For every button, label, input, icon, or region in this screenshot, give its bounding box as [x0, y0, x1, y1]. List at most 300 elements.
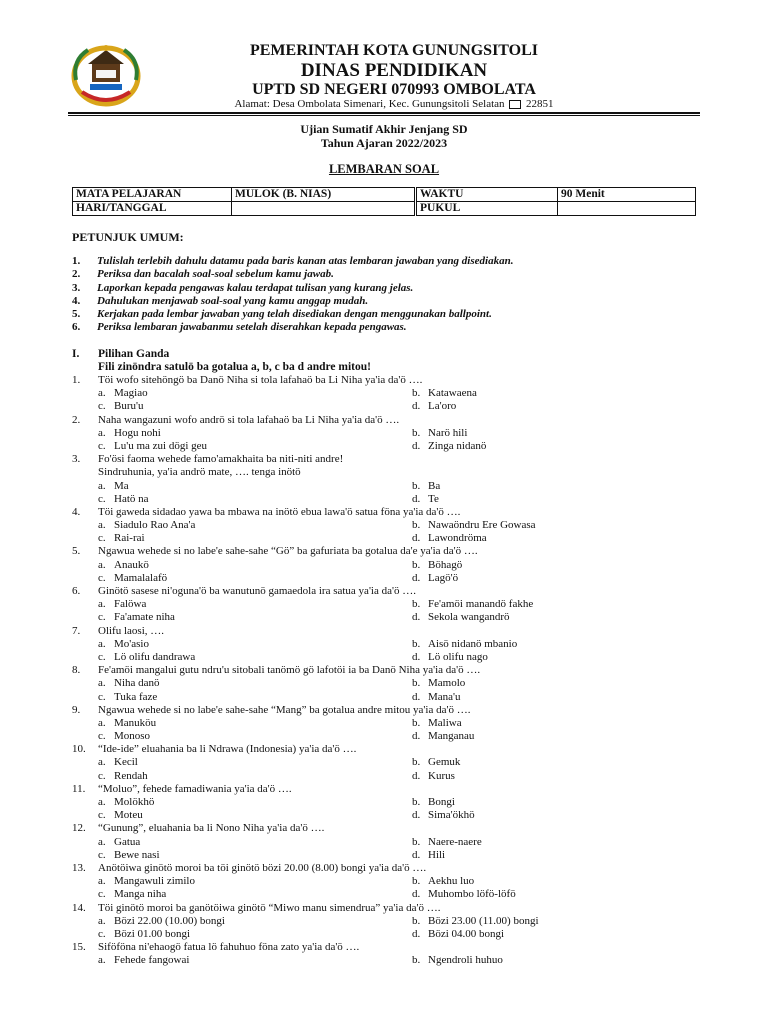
option-row	[72, 809, 480, 822]
question-text: Ginötö sasese ni'oguna'ö ba wanutunö gamaedola ira satua ya'ia da'ö ….	[98, 585, 416, 597]
option-letter: a.	[98, 796, 106, 808]
option-text: Bözi 23.00 (11.00) bongi	[428, 914, 539, 927]
question-item	[72, 664, 480, 704]
answer-option	[412, 598, 533, 611]
question-line	[72, 862, 480, 875]
option-text: Molökhö	[114, 796, 155, 808]
option-text: Bongi	[428, 796, 455, 808]
option-letter: c.	[98, 532, 106, 545]
instruction-item	[72, 295, 513, 308]
question-item	[72, 901, 539, 942]
answer-option	[412, 756, 460, 769]
option-letter: b.	[412, 479, 421, 492]
option-letter: b.	[412, 598, 421, 611]
question-number: 6.	[72, 585, 81, 597]
question-number: 13.	[72, 861, 86, 874]
option-letter: b.	[412, 835, 421, 848]
option-text: Mamalalafö	[114, 571, 168, 584]
question-item	[72, 704, 480, 744]
question-item	[72, 585, 534, 625]
option-text: Magiao	[114, 387, 148, 400]
answer-option	[412, 638, 517, 651]
answer-option	[98, 756, 138, 769]
option-text: Fe'amöi manandö fakhe	[428, 598, 534, 611]
option-letter: a.	[98, 479, 106, 492]
time-info-table	[416, 187, 696, 216]
option-row	[72, 611, 510, 624]
option-row	[72, 927, 505, 941]
option-letter: d.	[412, 809, 421, 822]
question-item	[72, 861, 516, 902]
option-letter: d.	[412, 690, 421, 703]
answer-option	[412, 572, 458, 585]
instruction-item	[72, 321, 513, 334]
option-row	[72, 796, 480, 809]
section-instruction: Fili zinöndra satulö ba gotalua a, b, c ba d andre mitou!	[98, 361, 371, 373]
answer-option	[98, 888, 166, 901]
option-text: Mamolo	[428, 677, 466, 690]
option-row	[72, 572, 480, 585]
answer-option	[412, 691, 461, 704]
answer-option	[412, 532, 487, 545]
option-row	[72, 532, 487, 545]
option-text: Kurus	[428, 769, 455, 782]
option-text: Fa'amate niha	[114, 611, 175, 624]
option-letter: a.	[98, 875, 106, 888]
option-letter: c.	[98, 769, 106, 782]
sheet-title: LEMBARAN SOAL	[328, 162, 440, 176]
question-text: “Gunung”, eluahania ba li Nono Niha ya'ia da'ö ….	[98, 822, 325, 835]
option-text: Niha danö	[114, 677, 160, 690]
option-letter: d.	[412, 650, 421, 663]
option-letter: c.	[98, 611, 106, 624]
answer-option	[98, 532, 145, 545]
answer-option	[98, 717, 156, 730]
question-text: Anötöiwa ginötö moroi ba töi ginötö bözi 20.00 (8.00) bongi ya'ia da'ö ….	[98, 861, 427, 874]
question-text: Fe'amöi mangalui gutu ndru'u sitobali tanömö gö lafotöi ia ba Danö Niha ya'ia da'ö ….	[98, 664, 481, 677]
time-value: 90 Menit	[558, 188, 696, 202]
option-letter: a.	[98, 519, 106, 532]
question-line	[72, 941, 480, 954]
answer-option	[412, 954, 503, 967]
option-letter: d.	[412, 400, 421, 413]
question-text: Olifu laosi, ….	[98, 624, 164, 637]
answer-option	[412, 493, 439, 506]
option-text: Böhagö	[428, 558, 463, 571]
option-text: Aekhu luo	[428, 875, 475, 888]
option-text: Hogu nohi	[114, 426, 161, 439]
department-name: DINAS PENDIDIKAN	[300, 60, 488, 81]
question-item	[72, 941, 503, 967]
option-text: Monoso	[114, 730, 151, 743]
option-row	[72, 875, 480, 888]
option-letter: b.	[412, 875, 421, 888]
option-letter: c.	[98, 439, 106, 452]
question-item	[72, 374, 480, 414]
question-number: 12.	[72, 822, 86, 835]
answer-option	[412, 611, 510, 624]
question-line	[72, 902, 480, 915]
question-text: Sindruhunia, ya'ia andrö mate, …. tenga inötö	[98, 466, 301, 479]
question-number: 2.	[72, 413, 81, 426]
answer-option	[412, 440, 486, 453]
government-name: PEMERINTAH KOTA GUNUNGSITOLI	[249, 42, 539, 59]
answer-option	[98, 493, 149, 506]
answer-option	[412, 849, 445, 862]
option-letter: d.	[412, 571, 421, 584]
answer-option	[412, 651, 488, 664]
option-text: Hatö na	[114, 492, 149, 505]
option-letter: b.	[412, 558, 421, 571]
answer-option	[98, 796, 154, 809]
answer-option	[412, 809, 475, 822]
option-text: Aisö nidanö mbanio	[428, 637, 518, 650]
option-text: Lagö'ö	[428, 571, 459, 584]
option-text: Tuka faze	[114, 690, 158, 703]
instruction-text: Tulislah terlebih dahulu datamu pada baris kanan atas lembaran jawaban yang disediakan.	[97, 255, 514, 267]
option-row	[72, 914, 539, 928]
option-text: Bözi 04.00 bongi	[428, 927, 505, 940]
header-divider	[68, 112, 700, 114]
option-text: Katawaena	[428, 387, 477, 400]
option-letter: b.	[412, 677, 421, 690]
option-text: Bözi 01.00 bongi	[114, 927, 191, 940]
question-number: 4.	[72, 505, 81, 518]
question-text: Naha wangazuni wofo andrö si tola lafahaö ba Li Niha ya'ia da'ö ….	[98, 413, 400, 426]
answer-option	[98, 598, 146, 611]
hour-value	[558, 202, 696, 216]
option-text: Ma	[114, 479, 129, 492]
instructions-list	[72, 255, 513, 335]
option-letter: a.	[98, 637, 106, 650]
option-text: Maliwa	[428, 716, 462, 729]
option-text: Sima'ökhö	[428, 809, 475, 822]
option-letter: a.	[98, 677, 106, 690]
option-row	[72, 677, 480, 690]
option-letter: b.	[412, 519, 421, 532]
option-row	[72, 519, 536, 532]
option-letter: c.	[98, 400, 106, 413]
answer-option	[98, 875, 195, 888]
option-letter: d.	[412, 611, 421, 624]
option-text: Lu'u ma zui dögi geu	[114, 439, 208, 452]
option-text: La'oro	[428, 400, 457, 413]
option-row	[72, 637, 518, 651]
date-value	[232, 202, 415, 216]
answer-option	[412, 915, 539, 928]
answer-option	[412, 559, 462, 572]
answer-option	[98, 519, 195, 532]
question-number: 11.	[72, 782, 86, 795]
question-line	[72, 414, 480, 427]
answer-option	[98, 387, 148, 400]
instruction-text: Periksa dan bacalah soal-soal sebelum kamu jawab.	[97, 268, 334, 281]
question-line	[72, 704, 480, 717]
answer-option	[98, 691, 157, 704]
question-item	[72, 783, 480, 823]
option-letter: c.	[98, 571, 106, 584]
answer-option	[412, 888, 516, 901]
question-number: 7.	[72, 624, 81, 637]
question-item	[72, 545, 480, 585]
option-text: Narö hili	[428, 426, 468, 439]
option-letter: a.	[98, 598, 106, 611]
answer-option	[98, 638, 149, 651]
option-letter: d.	[412, 927, 421, 940]
option-row	[72, 400, 480, 413]
option-text: Gemuk	[428, 756, 461, 769]
answer-option	[412, 796, 455, 809]
answer-option	[98, 400, 143, 413]
option-letter: a.	[98, 835, 106, 848]
instruction-item	[72, 282, 513, 295]
question-number: 10.	[72, 743, 86, 756]
option-letter: b.	[412, 637, 421, 650]
option-text: Fehede fangowai	[114, 954, 190, 967]
instruction-text: Periksa lembaran jawabanmu setelah diserahkan kepada pengawas.	[97, 321, 407, 334]
question-text: Siföföna ni'ehaogö fatua lö fahuhuo föna zato ya'ia da'ö ….	[98, 941, 360, 954]
question-item	[72, 453, 480, 506]
option-letter: a.	[98, 387, 106, 400]
question-text: Ngawua wehede si no labe'e sahe-sahe “Gö” ba gafuriata ba gotalua da'e ya'ia da'ö ….	[98, 545, 478, 558]
option-row	[72, 717, 480, 730]
option-letter: b.	[412, 914, 421, 927]
option-row	[72, 559, 480, 572]
option-text: Moteu	[114, 809, 143, 822]
question-line	[72, 625, 480, 638]
option-text: Siadulo Rao Ana'a	[114, 519, 196, 532]
question-text: Fo'ösi faoma wehede famo'amakhaita ba niti-niti andre!	[98, 453, 344, 466]
answer-option	[412, 519, 536, 532]
option-letter: b.	[412, 426, 421, 439]
option-letter: a.	[98, 914, 106, 927]
answer-option	[98, 915, 225, 928]
option-letter: c.	[98, 492, 106, 505]
option-text: Naere-naere	[428, 835, 482, 848]
instruction-number: 2.	[72, 268, 81, 281]
option-letter: c.	[98, 650, 106, 663]
answer-option	[98, 427, 161, 440]
question-item	[72, 505, 536, 546]
option-row	[72, 770, 480, 783]
option-letter: a.	[98, 558, 106, 571]
answer-option	[98, 954, 189, 967]
question-text: Töi wofo sitehöngö ba Danö Niha si tola lafahaö ba Li Niha ya'ia da'ö ….	[98, 374, 423, 386]
instruction-number: 4.	[72, 294, 81, 307]
question-line	[72, 783, 480, 796]
question-list	[72, 374, 539, 967]
option-text: Anaukö	[114, 558, 149, 571]
option-text: Lö olifu nago	[428, 650, 488, 663]
academic-year: Tahun Ajaran 2022/2023	[320, 136, 448, 150]
answer-option	[412, 677, 465, 690]
answer-option	[98, 928, 190, 941]
option-text: Bewe nasi	[114, 848, 160, 861]
question-line	[72, 664, 480, 677]
option-letter: d.	[412, 532, 421, 545]
option-letter: a.	[98, 426, 106, 439]
subject-label: MATA PELAJARAN	[73, 188, 232, 202]
option-text: Mangawuli zimilo	[114, 875, 195, 888]
date-label: HARI/TANGGAL	[73, 202, 232, 216]
question-line	[72, 466, 480, 479]
answer-option	[412, 717, 462, 730]
instructions-heading: PETUNJUK UMUM:	[72, 230, 184, 244]
option-letter: c.	[98, 809, 106, 822]
option-letter: b.	[412, 954, 421, 967]
instruction-text: Dahulukan menjawab soal-soal yang kamu anggap mudah.	[97, 294, 369, 307]
question-line	[72, 453, 480, 466]
option-letter: c.	[98, 730, 106, 743]
option-letter: b.	[412, 796, 421, 808]
option-text: Lawondröma	[428, 532, 487, 545]
answer-option	[98, 572, 167, 585]
option-letter: d.	[412, 492, 421, 505]
option-text: Gatua	[114, 835, 141, 848]
answer-option	[98, 770, 148, 783]
header-divider-thin	[68, 115, 700, 116]
option-row	[72, 954, 503, 967]
option-row	[72, 836, 480, 849]
option-letter: d.	[412, 730, 421, 743]
answer-option	[412, 730, 474, 743]
option-letter: d.	[412, 439, 421, 452]
option-text: Rai-rai	[114, 532, 145, 545]
answer-option	[412, 427, 467, 440]
option-letter: d.	[412, 848, 421, 861]
mail-icon	[509, 100, 521, 109]
option-letter: b.	[412, 387, 421, 400]
option-row	[72, 756, 480, 769]
instruction-number: 6.	[72, 321, 81, 334]
option-row	[72, 427, 480, 440]
time-label: WAKTU	[417, 188, 558, 202]
option-row	[72, 480, 480, 493]
instruction-number: 1.	[72, 255, 81, 267]
question-item	[72, 822, 480, 862]
answer-option	[98, 651, 195, 664]
option-text: Bözi 22.00 (10.00) bongi	[114, 914, 225, 927]
instruction-text: Kerjakan pada lembar jawaban yang telah disediakan dengan menggunakan ballpoint.	[97, 308, 492, 321]
option-text: Rendah	[114, 769, 148, 782]
option-text: Te	[428, 492, 439, 505]
option-row	[72, 387, 480, 400]
answer-option	[98, 559, 149, 572]
answer-option	[98, 480, 129, 493]
option-text: Ba	[428, 479, 441, 492]
option-row	[72, 730, 480, 743]
option-letter: c.	[98, 690, 106, 703]
option-row	[72, 439, 487, 453]
option-row	[72, 598, 534, 611]
option-text: Sekola wangandrö	[428, 611, 510, 624]
option-letter: a.	[98, 716, 106, 729]
question-text: “Moluo”, fehede famadiwania ya'ia da'ö ….	[98, 782, 292, 795]
subject-value: MULOK (B. NIAS)	[232, 188, 415, 202]
option-text: Zinga nidanö	[428, 439, 487, 452]
answer-option	[412, 928, 504, 941]
option-letter: b.	[412, 756, 421, 769]
question-text: Töi gaweda sidadao yawa ba mbawa na inötö ebua lawa'ö satua föna ya'ia da'ö ….	[98, 505, 461, 518]
answer-option	[412, 875, 474, 888]
option-letter: d.	[412, 769, 421, 782]
question-line	[72, 743, 480, 756]
option-letter: d.	[412, 888, 421, 901]
option-letter: c.	[98, 888, 106, 901]
answer-option	[98, 836, 140, 849]
question-text: “Ide-ide” eluahania ba li Ndrawa (Indonesia) ya'ia da'ö ….	[98, 743, 357, 756]
question-number: 14.	[72, 901, 86, 914]
instruction-number: 3.	[72, 281, 81, 294]
question-number: 5.	[72, 545, 81, 558]
question-item	[72, 624, 518, 665]
question-number: 1.	[72, 374, 81, 386]
subject-info-table	[72, 187, 415, 216]
option-row	[72, 849, 480, 862]
answer-option	[98, 809, 143, 822]
option-text: Nawaöndru Ere Gowasa	[428, 519, 536, 532]
answer-option	[98, 677, 160, 690]
answer-option	[98, 849, 160, 862]
school-name: UPTD SD NEGERI 070993 OMBOLATA	[252, 81, 536, 98]
option-text: Manga niha	[114, 888, 167, 901]
option-text: Lö olifu dandrawa	[114, 650, 196, 663]
question-item	[72, 413, 487, 454]
answer-option	[98, 611, 175, 624]
option-letter: a.	[98, 954, 106, 967]
option-row	[72, 493, 480, 506]
option-letter: c.	[98, 848, 106, 861]
section-heading: I. Pilihan Ganda	[72, 348, 170, 360]
question-number: 15.	[72, 941, 86, 954]
instruction-text: Laporkan kepada pengawas kalau terdapat tulisan yang kurang jelas.	[97, 281, 414, 294]
question-line	[72, 585, 480, 598]
option-letter: a.	[98, 756, 106, 769]
option-text: Falöwa	[114, 598, 147, 611]
exam-title: Ujian Sumatif Akhir Jenjang SD	[300, 122, 468, 136]
option-row	[72, 691, 480, 704]
instruction-item	[72, 255, 513, 268]
question-number: 8.	[72, 664, 81, 677]
option-text: Manuköu	[114, 716, 157, 729]
option-text: Buru'u	[114, 400, 144, 413]
option-text: Hili	[428, 848, 446, 861]
question-item	[72, 743, 480, 783]
question-text: Töi ginötö moroi ba ganötöiwa ginötö “Miwo manu simendrua” ya'ia da'ö ….	[98, 901, 441, 914]
question-number: 9.	[72, 703, 81, 716]
option-text: Muhombo löfö-löfö	[428, 888, 516, 901]
option-text: Kecil	[114, 756, 138, 769]
option-text: Ngendroli huhuo	[428, 954, 503, 967]
answer-option	[98, 440, 207, 453]
question-line	[72, 374, 480, 387]
option-row	[72, 650, 488, 664]
question-number: 3.	[72, 453, 81, 466]
option-letter: c.	[98, 927, 106, 940]
hour-label: PUKUL	[417, 202, 558, 216]
question-line	[72, 545, 480, 558]
question-line	[72, 822, 480, 835]
answer-option	[412, 400, 456, 413]
question-line	[72, 506, 480, 519]
school-address: Alamat: Desa Ombolata Simenari, Kec. Gunungsitoli Selatan 22851	[234, 98, 554, 110]
answer-option	[412, 387, 477, 400]
instruction-item	[72, 308, 513, 321]
option-text: Manganau	[428, 730, 475, 743]
answer-option	[98, 730, 150, 743]
answer-option	[412, 770, 455, 783]
option-text: Mana'u	[428, 690, 461, 703]
